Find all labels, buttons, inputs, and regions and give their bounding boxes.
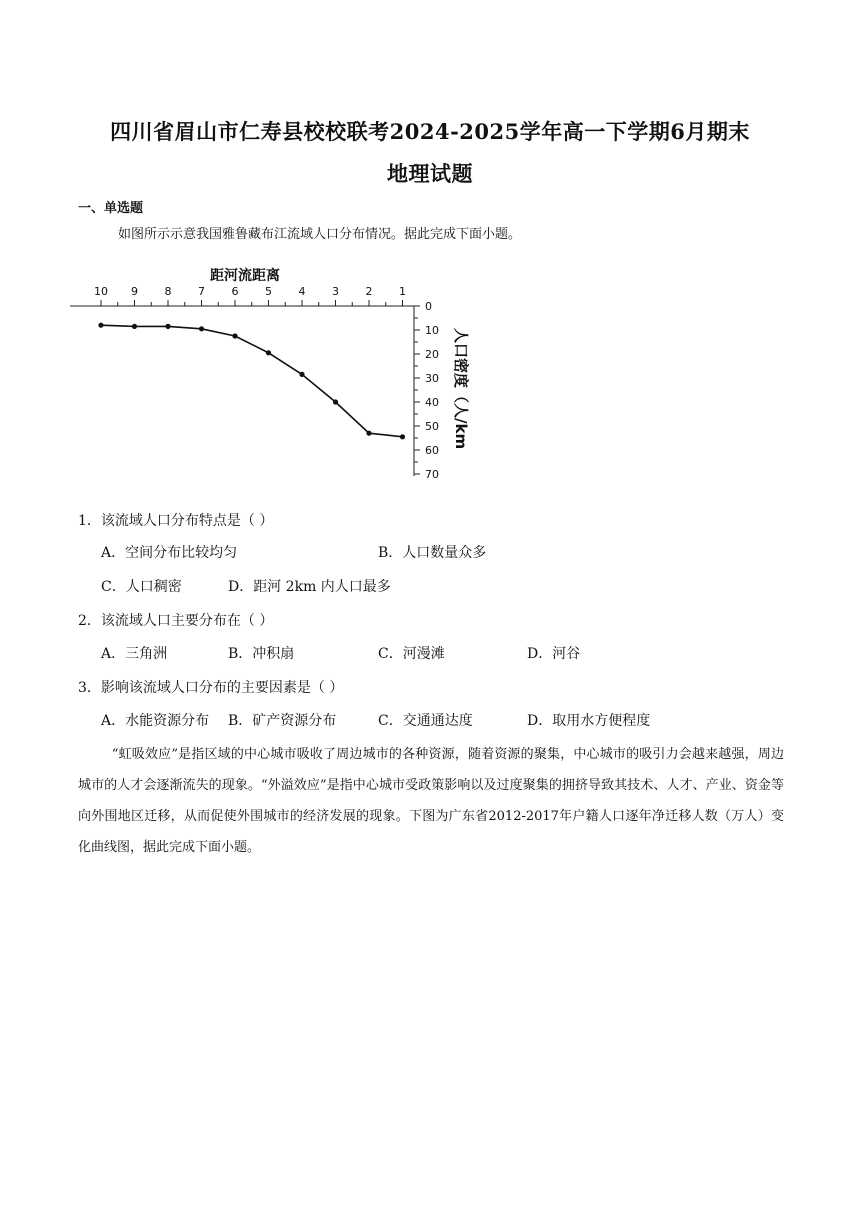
q1-option-a: A．空间分布比较均匀 bbox=[101, 545, 238, 561]
q3-option-b: B．矿产资源分布 bbox=[228, 713, 337, 729]
y-tick-label: 20 bbox=[425, 348, 439, 361]
data-point bbox=[165, 324, 170, 329]
y-ticks bbox=[414, 300, 439, 481]
y-tick-label: 70 bbox=[425, 468, 439, 481]
q3-option-d: D．取用水方便程度 bbox=[527, 713, 651, 729]
x-tick-label: 5 bbox=[265, 285, 272, 298]
x-tick-label: 2 bbox=[365, 285, 373, 298]
q1-option-b: B．人口数量众多 bbox=[378, 545, 487, 561]
y-tick-label: 40 bbox=[425, 396, 439, 409]
data-point bbox=[400, 434, 405, 439]
q3-option-c: C．交通通达度 bbox=[378, 713, 473, 729]
document-subtitle: 地理试题 bbox=[387, 161, 473, 186]
data-point bbox=[333, 399, 338, 404]
series-points bbox=[98, 323, 405, 440]
x-ticks bbox=[94, 285, 406, 306]
x-tick-label: 8 bbox=[164, 285, 172, 298]
reading-passage bbox=[78, 739, 784, 863]
x-tick-label: 4 bbox=[298, 285, 306, 298]
q3-option-a: A．水能资源分布 bbox=[101, 713, 210, 729]
question-3-stem: 3．影响该流域人口分布的主要因素是（ ） bbox=[78, 680, 344, 696]
x-tick-label: 3 bbox=[332, 285, 339, 298]
data-point bbox=[299, 372, 304, 377]
x-tick-label: 9 bbox=[131, 285, 138, 298]
y-tick-label: 60 bbox=[425, 444, 439, 457]
q2-option-d: D．河谷 bbox=[527, 646, 581, 662]
data-point bbox=[132, 324, 137, 329]
y-tick-label: 0 bbox=[425, 300, 432, 313]
y-axis-label: 人口密度（人/km bbox=[452, 328, 470, 450]
series-line bbox=[101, 325, 403, 437]
x-tick-label: 1 bbox=[399, 285, 406, 298]
series-path bbox=[101, 325, 403, 437]
chart-title: 距河流距离 bbox=[210, 268, 280, 284]
q1-option-d: D．距河 2km 内人口最多 bbox=[228, 579, 391, 595]
y-tick-label: 30 bbox=[425, 372, 439, 385]
document-title: 四川省眉山市仁寿县校校联考2024-2025学年高一下学期6月期末 bbox=[110, 119, 750, 144]
data-point bbox=[232, 333, 237, 338]
x-tick-label: 6 bbox=[231, 285, 239, 298]
question-1-stem: 1．该流域人口分布特点是（ ） bbox=[78, 513, 274, 529]
section-label: 一、单选题 bbox=[78, 201, 144, 216]
intro-text: 如图所示示意我国雅鲁藏布江流域人口分布情况。据此完成下面小题。 bbox=[118, 227, 522, 242]
question-2-stem: 2．该流域人口主要分布在（ ） bbox=[78, 613, 274, 629]
q1-option-c: C．人口稠密 bbox=[101, 579, 182, 595]
x-tick-label: 10 bbox=[94, 285, 108, 298]
data-point bbox=[199, 326, 204, 331]
population-density-chart bbox=[70, 258, 490, 483]
q2-option-b: B．冲积扇 bbox=[228, 646, 295, 662]
x-tick-label: 7 bbox=[198, 285, 205, 298]
q2-option-a: A．三角洲 bbox=[101, 646, 168, 662]
data-point bbox=[366, 431, 371, 436]
data-point bbox=[98, 323, 103, 328]
y-tick-label: 50 bbox=[425, 420, 439, 433]
data-point bbox=[266, 350, 271, 355]
y-tick-label: 10 bbox=[425, 324, 439, 337]
q2-option-c: C．河漫滩 bbox=[378, 646, 445, 662]
passage-paragraph: “虹吸效应”是指区域的中心城市吸收了周边城市的各种资源，随着资源的聚集，中心城市的吸引力会越来越强，周边城市的人才会逐渐流失的现象。“外溢效应”是指中心城市受政策影响以及过度聚集的拥挤导致其技术、人才、产业、资金等向外围地区迁移，从而促使外围城市的经济发展的现象。下图为广东省2012-2017年户籍人口逐年净迁移人数（万人）变化曲线图，据此完成下面小题。 bbox=[78, 747, 784, 855]
